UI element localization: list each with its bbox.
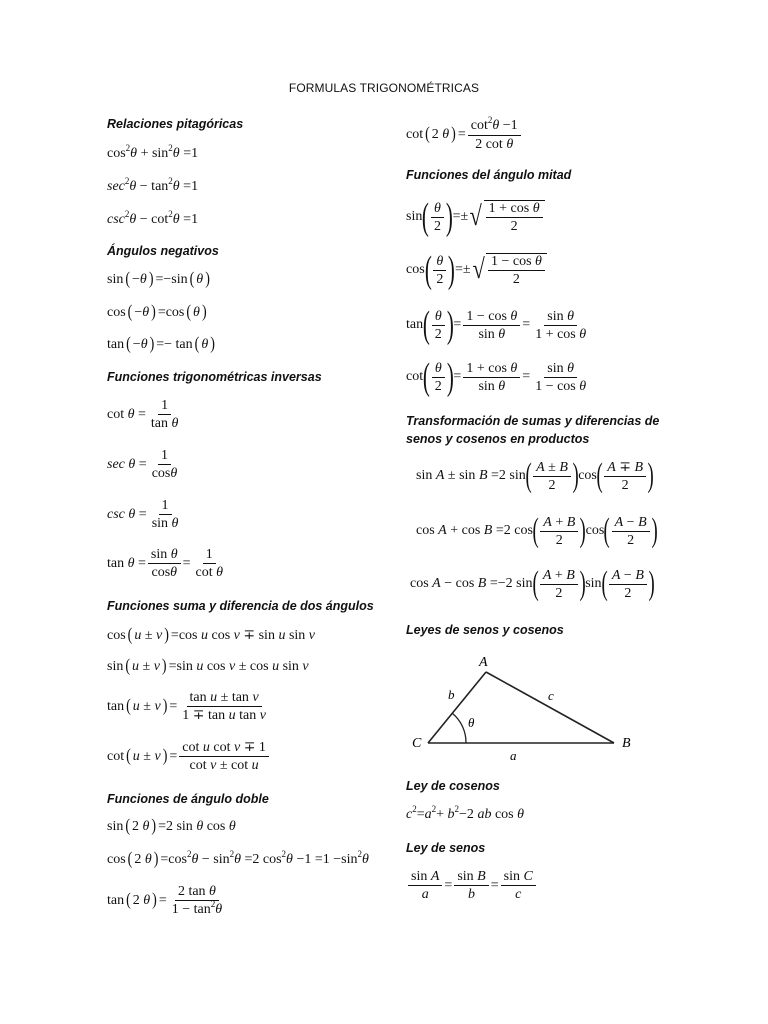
formula-negativo-cos: cos ( − θ ) =cos ( θ ): [107, 303, 207, 322]
triangle-diagram: [404, 652, 644, 767]
formula-pitagorica-2: sec $^2$ θ − tan $^2$ θ =1: [107, 176, 199, 194]
formula-cot-doble: cot ( 2 θ ) = $\frac{\cot^2\theta -1}{\text{2 cot θ}}$: [406, 118, 523, 152]
vertex-a-label: A: [479, 655, 488, 670]
heading-funciones-inversas: Funciones trigonométricas inversas: [107, 370, 322, 384]
formula-tan-doble: tan ( 2 θ ) = $\frac{\text{2 tan θ}}{1 - \tan^2\theta}$: [107, 884, 223, 917]
page-title: FORMULAS TRIGONOMÉTRICAS: [288, 81, 480, 95]
side-b-line: [428, 672, 486, 743]
formula-cos-mitad: cos ( $\frac{\theta}{2}$ ) =± √ $\frac{\text{1 − cos θ}}{2}$: [406, 251, 547, 289]
angle-theta-arc: [452, 713, 466, 743]
heading-transformacion-1: Transformación de sumas y diferencias de: [406, 414, 660, 428]
side-c-line: [486, 672, 614, 743]
angle-theta-label: θ: [468, 715, 475, 730]
formula-diferencia-cosenos: cos A − cos B =−2 sin ( $\frac{A + B}{2}$ ) sin ( $\frac{A - B}{2}$ ): [410, 565, 655, 602]
heading-ley-senos: Ley de senos: [406, 841, 486, 855]
formula-inversa-tan: tan θ = $\frac{\text{sin θ}}{\cos\theta}$ = $\frac{1}{\text{cot θ}}$: [107, 547, 224, 580]
formula-cos-doble: cos ( 2 θ ) =cos $^2$ θ − sin $^2$ θ =2 cos $^2$ θ −1 =1 −sin $^2$ θ: [107, 849, 369, 869]
formula-sin-doble: sin ( 2 θ ) =2 sin θ cos θ: [107, 817, 236, 836]
formula-inversa-csc: csc θ = $\frac{1}{\text{sin θ}}$: [107, 498, 179, 531]
formula-negativo-tan: tan ( − θ ) =− tan ( θ ): [107, 335, 215, 354]
formula-cos-suma: cos ( u ± v ) =cos u cos v ∓ sin u sin v: [107, 625, 316, 645]
formula-sin-mitad: sin ( $\frac{\theta}{2}$ ) =± √ $\frac{\text{1 + cos θ}}{2}$: [406, 198, 545, 236]
side-c-label: c: [548, 688, 554, 703]
side-b-label: b: [448, 687, 455, 702]
formula-ley-cosenos: c $^2$ = a $^2$ + b $^2$ −2 ab cos θ: [406, 804, 524, 822]
heading-angulos-negativos: Ángulos negativos: [107, 244, 219, 258]
vertex-b-label: B: [622, 736, 631, 751]
formula-suma-senos: sin A ± sin B =2 sin ( $\frac{A \pm B}{2}$ ) cos ( $\frac{A \mp B}{2}$ ): [416, 457, 654, 494]
heading-angulo-mitad: Funciones del ángulo mitad: [406, 168, 572, 182]
formula-pitagorica-1: cos $^2$ θ + sin $^2$ θ =1: [107, 143, 199, 161]
formula-cot-suma: cot ( u ± v ) = $\frac{\text{cot u cot v ∓ 1}}{\text{cot v ± cot u}}$: [107, 740, 271, 773]
heading-ley-cosenos: Ley de cosenos: [406, 779, 500, 793]
vertex-c-label: C: [412, 736, 422, 751]
heading-suma-diferencia: Funciones suma y diferencia de dos ángulos: [107, 599, 374, 613]
heading-relaciones-pitagoricas: Relaciones pitagóricas: [107, 117, 244, 131]
formula-ley-senos: $\frac{\text{sin A}}{a}$ = $\frac{\text{sin B}}{b}$ = $\frac{\text{sin C}}{c}$: [406, 869, 538, 902]
side-a-label: a: [510, 748, 517, 763]
formula-suma-cosenos: cos A + cos B =2 cos ( $\frac{A + B}{2}$ ) cos ( $\frac{A - B}{2}$ ): [416, 512, 658, 549]
formula-sin-suma: sin ( u ± v ) =sin u cos v ± cos u sin v: [107, 657, 309, 676]
formula-tan-suma: tan ( u ± v ) = $\frac{\text{tan u ± tan v}}{\text{1 ∓ tan u tan v}}$: [107, 690, 266, 723]
formula-cot-mitad: cot ( $\frac{\theta}{2}$ ) = $\frac{\text{1 + cos θ}}{\text{sin θ}}$ = $\frac{\text{sin θ}}{\text{1 − cos θ}}$: [406, 356, 587, 398]
formula-tan-mitad: tan ( $\frac{\theta}{2}$ ) = $\frac{\text{1 − cos θ}}{\text{sin θ}}$ = $\frac{\text{sin θ}}{\text{1 + cos θ}}$: [406, 304, 587, 346]
heading-angulo-doble: Funciones de ángulo doble: [107, 792, 269, 806]
heading-leyes-senos-cosenos: Leyes de senos y cosenos: [406, 623, 564, 637]
formula-inversa-cot: cot θ = $\frac{1}{\text{tan θ}}$: [107, 398, 179, 431]
formula-inversa-sec: sec θ = $\frac{1}{\cos\theta}$: [107, 448, 178, 481]
heading-transformacion-2: senos y cosenos en productos: [406, 432, 590, 446]
formula-pitagorica-3: csc $^2$ θ − cot $^2$ θ =1: [107, 209, 199, 227]
formula-negativo-sin: sin ( − θ ) =−sin ( θ ): [107, 270, 210, 289]
